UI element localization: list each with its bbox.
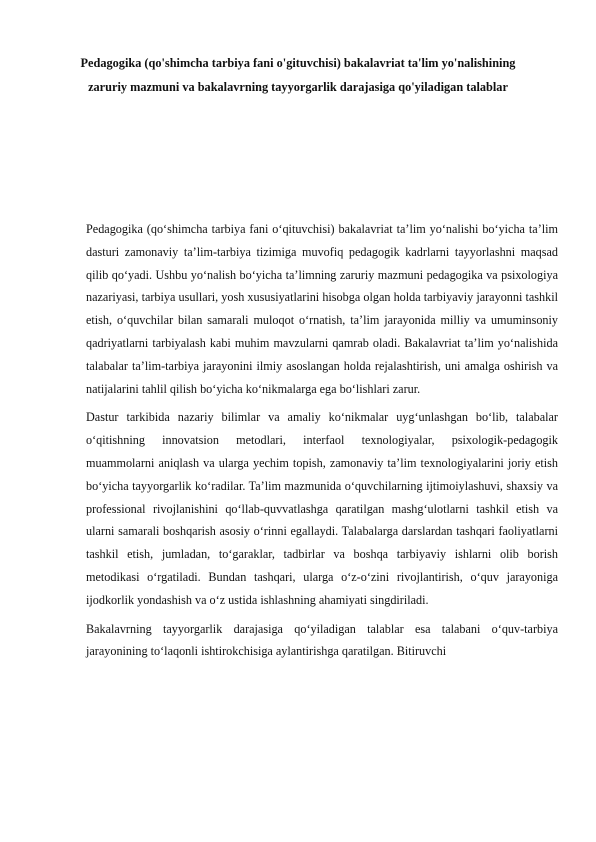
paragraph-3: Bakalavrning tayyorgarlik darajasiga qo‘yiladigan talablar esa talabani o‘quv-tarbiya jarayonining to‘laqonli ishtirokchisiga aylantirishga qaratilgan. Bitiruvchi [86, 621, 558, 659]
document-body [86, 218, 558, 669]
document-title: Pedagogika (qo'shimcha tarbiya fani o'gituvchisi) bakalavriat ta'lim yo'nalishining zaruriy mazmuni va bakalavrning tayyorgarlik darajasiga qo'yiladigan talablar [80, 56, 516, 94]
paragraph-1: Pedagogika (qo‘shimcha tarbiya fani o‘qituvchisi) bakalavriat ta’lim yo‘nalishi bo‘yicha ta’lim dasturi zamonaviy ta’lim-tarbiya tizimiga muvofiq pedagogik kadrlarni tayyorlashni maqsad qilib qo‘yadi. Ushbu yo‘nalish bo‘yicha ta’limning zaruriy mazmuni pedagogika va psixologiya nazariyasi, tarbiya usullari, yosh xususiyatlarini hisobga olgan holda tarbiyaviy jarayonni tashkil etish, o‘quvchilar bilan samarali muloqot o‘rnatish, ta’lim jarayonida milliy va umuminsoniy qadriyatlarni tarbiyalash kabi muhim mavzularni qamrab oladi. Bakalavriat ta’lim yo‘nalishida talabalar ta’lim-tarbiya jarayonini ilmiy asoslangan holda rejalashtirish, uni amalga oshirish va natijalarini tahlil qilish bo‘yicha ko‘nikmalarga ega bo‘lishlari zarur. [86, 222, 558, 396]
paragraph-2: Dastur tarkibida nazariy bilimlar va amaliy ko‘nikmalar uyg‘unlashgan bo‘lib, talabalar o‘qitishning innovatsion metodlari, interfaol texnologiyalar, psixologik-pedagogik muammolarni aniqlash va ularga yechim topish, zamonaviy ta’lim texnologiyalarini joriy etish bo‘yicha tayyorgarlik ko‘radilar. Ta’lim mazmunida o‘quvchilarning ijtimoiylashuvi, shaxsiy va professional rivojlanishini qo‘llab-quvvatlashga qaratilgan mashg‘ulotlarni tashkil etish va ularni samarali boshqarish asosiy o‘rinni egallaydi. Talabalarga darslardan tashqari faoliyatlarni tashkil etish, jumladan, to‘garaklar, tadbirlar va boshqa tarbiyaviy ishlarni olib borish metodikasi o‘rgatiladi. Bundan tashqari, ularga o‘z-o‘zini rivojlantirish, o‘quv jarayoniga ijodkorlik yondashish va o‘z ustida ishlashning ahamiyati singdiriladi. [86, 410, 558, 607]
